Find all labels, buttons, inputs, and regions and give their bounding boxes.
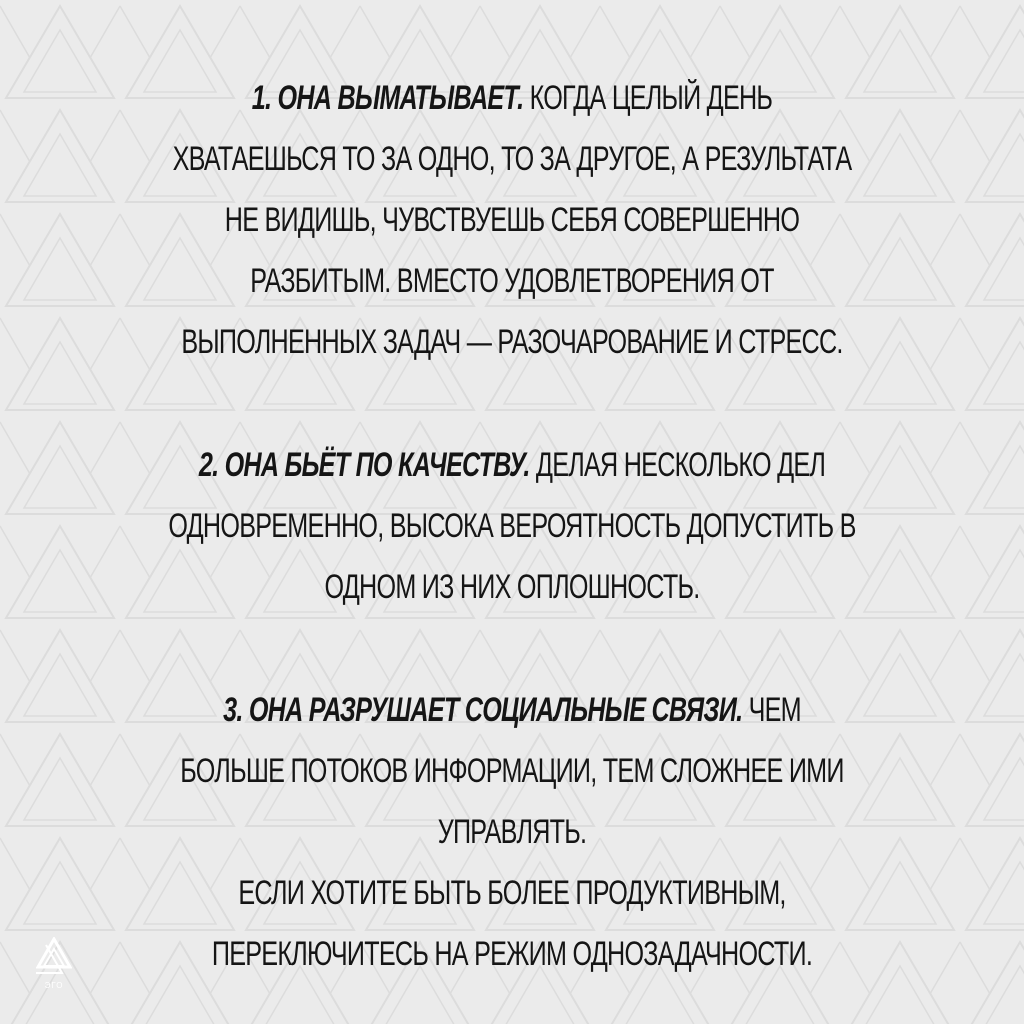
text-line	[163, 435, 862, 496]
text-line: РАЗБИТЫМ. ВМЕСТО УДОВЛЕТВОРЕНИЯ ОТ	[250, 262, 774, 300]
text-line: ВЫПОЛНЕННЫХ ЗАДАЧ — РАЗОЧАРОВАНИЕ И СТРЕСС.	[181, 323, 843, 361]
text-line: НЕ ВИДИШЬ, ЧУВСТВУЕШЬ СЕБЯ СОВЕРШЕННО	[224, 201, 800, 239]
line-text: КОГДА ЦЕЛЫЙ ДЕНЬ	[523, 79, 773, 117]
article-text	[40, 68, 984, 985]
line-text: ДЕЛАЯ НЕСКОЛЬКО ДЕЛ	[529, 446, 826, 484]
text-line	[163, 680, 862, 741]
point-1	[40, 68, 984, 373]
text-line: ОДНОМ ИЗ НИХ ОПЛОШНОСТЬ.	[324, 568, 700, 606]
point-heading: 2. ОНА БЬЁТ ПО КАЧЕСТВУ.	[198, 446, 530, 484]
point-heading: 3. ОНА РАЗРУШАЕТ СОЦИАЛЬНЫЕ СВЯЗИ.	[223, 691, 743, 729]
text-line: ЕСЛИ ХОТИТЕ БЫТЬ БОЛЕЕ ПРОДУКТИВНЫМ,	[238, 874, 786, 912]
point-heading: 1. ОНА ВЫМАТЫВАЕТ.	[251, 79, 524, 117]
line-text: ЧЕМ	[742, 691, 801, 729]
text-line: ПЕРЕКЛЮЧИТЕСЬ НА РЕЖИМ ОДНОЗАДАЧНОСТИ.	[211, 935, 813, 973]
text-line: БОЛЬШЕ ПОТОКОВ ИНФОРМАЦИИ, ТЕМ СЛОЖНЕЕ ИМИ	[180, 752, 844, 790]
point-3	[40, 680, 984, 985]
logo-text: ЭГО	[44, 981, 64, 990]
text-line: ХВАТАЕШЬСЯ ТО ЗА ОДНО, ТО ЗА ДРУГОЕ, А РЕЗУЛЬТАТА	[172, 140, 852, 178]
text-line	[163, 68, 862, 129]
text-line: УПРАВЛЯТЬ.	[437, 813, 587, 851]
point-2	[40, 435, 984, 618]
text-line: ОДНОВРЕМЕННО, ВЫСОКА ВЕРОЯТНОСТЬ ДОПУСТИТЬ В	[168, 507, 856, 545]
